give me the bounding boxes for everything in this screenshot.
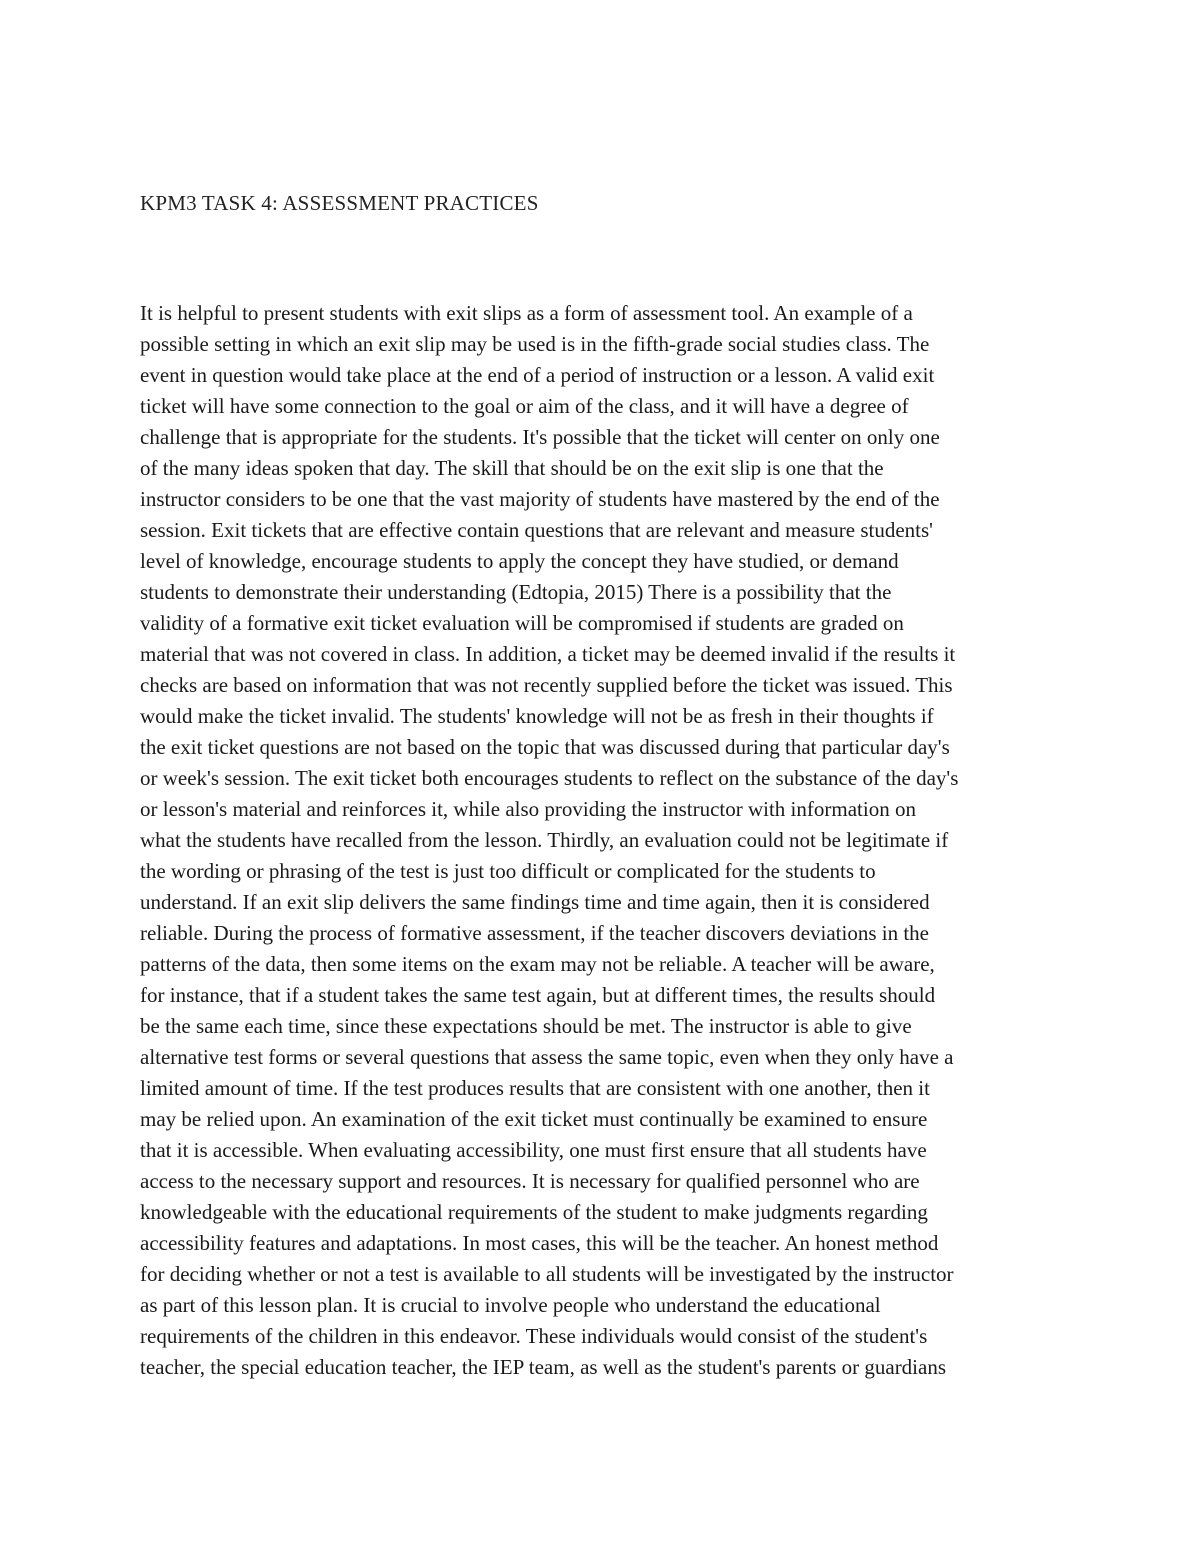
paragraph-line: checks are based on information that was not recently supplied before the ticket was issued. This (140, 673, 953, 697)
paragraph-line: for instance, that if a student takes the same test again, but at different times, the results should (140, 983, 936, 1007)
paragraph-line: ticket will have some connection to the goal or aim of the class, and it will have a degree of (140, 394, 909, 418)
paragraph-line: validity of a formative exit ticket evaluation will be compromised if students are graded on (140, 611, 904, 635)
paragraph-line: would make the ticket invalid. The students' knowledge will not be as fresh in their thoughts if (140, 704, 934, 728)
document-title: KPM3 TASK 4: ASSESSMENT PRACTICES (140, 191, 539, 215)
paragraph-line: the wording or phrasing of the test is just too difficult or complicated for the students to (140, 859, 876, 883)
paragraph-line: reliable. During the process of formative assessment, if the teacher discovers deviations in the (140, 921, 929, 945)
paragraph-line: alternative test forms or several questions that assess the same topic, even when they only have a (140, 1045, 954, 1069)
paragraph-line: event in question would take place at the end of a period of instruction or a lesson. A valid exit (140, 363, 935, 387)
paragraph-line: possible setting in which an exit slip may be used is in the fifth-grade social studies class. The (140, 332, 930, 356)
paragraph-line: It is helpful to present students with exit slips as a form of assessment tool. An example of a (140, 301, 913, 325)
paragraph-line: instructor considers to be one that the vast majority of students have mastered by the end of the (140, 487, 940, 511)
paragraph-line: requirements of the children in this endeavor. These individuals would consist of the student's (140, 1324, 928, 1348)
paragraph-line: of the many ideas spoken that day. The skill that should be on the exit slip is one that the (140, 456, 884, 480)
paragraph-line: teacher, the special education teacher, the IEP team, as well as the student's parents or guardians (140, 1355, 947, 1379)
paragraph-line: knowledgeable with the educational requirements of the student to make judgments regarding (140, 1200, 928, 1224)
paragraph-line: for deciding whether or not a test is available to all students will be investigated by the instructor (140, 1262, 954, 1286)
paragraph-line: what the students have recalled from the lesson. Thirdly, an evaluation could not be legitimate if (140, 828, 949, 852)
paragraph-line: access to the necessary support and resources. It is necessary for qualified personnel who are (140, 1169, 920, 1193)
paragraph-line: level of knowledge, encourage students to apply the concept they have studied, or demand (140, 549, 899, 573)
paragraph-line: limited amount of time. If the test produces results that are consistent with one another, then it (140, 1076, 930, 1100)
paragraph-line: that it is accessible. When evaluating accessibility, one must first ensure that all students have (140, 1138, 927, 1162)
paragraph-line: or week's session. The exit ticket both encourages students to reflect on the substance of the day's (140, 766, 959, 790)
paragraph-line: understand. If an exit slip delivers the same findings time and time again, then it is considered (140, 890, 930, 914)
paragraph-line: students to demonstrate their understanding (Edtopia, 2015) There is a possibility that the (140, 580, 892, 604)
paragraph-line: patterns of the data, then some items on the exam may not be reliable. A teacher will be aware, (140, 952, 935, 976)
paragraph-line: accessibility features and adaptations. In most cases, this will be the teacher. An honest method (140, 1231, 939, 1255)
body-paragraph (140, 298, 1065, 1383)
paragraph-line: be the same each time, since these expectations should be met. The instructor is able to give (140, 1014, 912, 1038)
paragraph-line: as part of this lesson plan. It is crucial to involve people who understand the educational (140, 1293, 881, 1317)
paragraph-line: material that was not covered in class. In addition, a ticket may be deemed invalid if the results it (140, 642, 956, 666)
paragraph-line: or lesson's material and reinforces it, while also providing the instructor with information on (140, 797, 916, 821)
paragraph-line: session. Exit tickets that are effective contain questions that are relevant and measure students' (140, 518, 933, 542)
paragraph-line: challenge that is appropriate for the students. It's possible that the ticket will center on only one (140, 425, 940, 449)
paragraph-line: the exit ticket questions are not based on the topic that was discussed during that particular day's (140, 735, 950, 759)
paragraph-line: may be relied upon. An examination of the exit ticket must continually be examined to ensure (140, 1107, 928, 1131)
